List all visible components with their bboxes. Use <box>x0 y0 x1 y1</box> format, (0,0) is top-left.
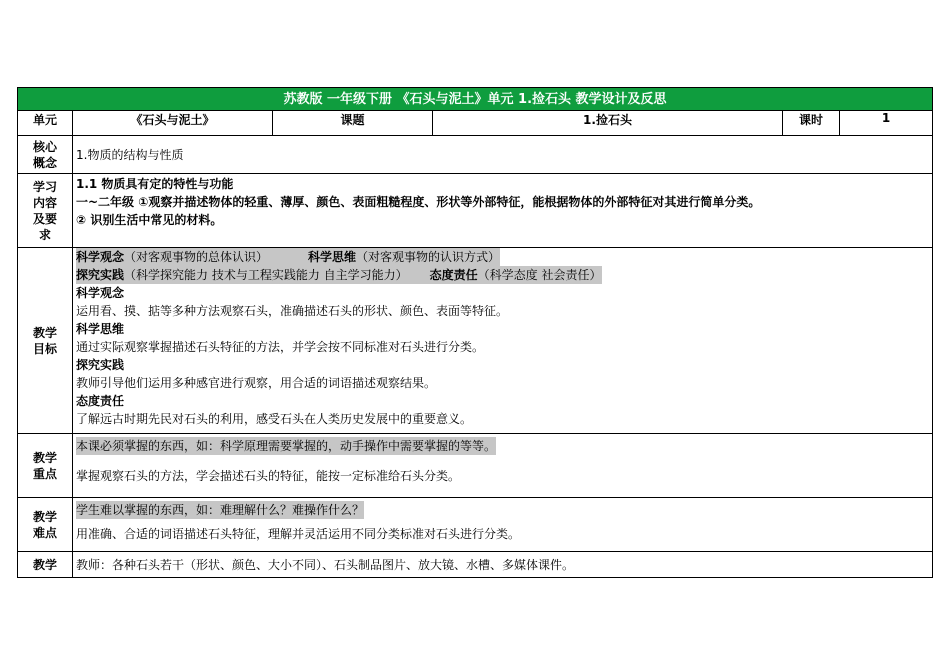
teaching-label: 教学 <box>18 552 73 578</box>
objective-attitude-text: 了解远古时期先民对石头的利用，感受石头在人类历史发展中的重要意义。 <box>76 412 473 426</box>
learning-content-row <box>18 174 933 248</box>
key-points-cell <box>73 434 933 498</box>
objectives-highlight-line2: 探究实践（科学探究能力 技术与工程实践能力 自主学习能力） 态度责任（科学态度 社会责任） <box>76 268 602 282</box>
difficulties-hint: 学生难以掌握的东西，如：难理解什么？难操作什么？ <box>76 503 365 517</box>
topic-label: 课题 <box>273 111 433 136</box>
key-points-row <box>18 434 933 498</box>
key-points-hint: 本课必须掌握的东西，如：科学原理需要掌握的，动手操作中需要掌握的等等。 <box>76 439 497 453</box>
unit-label: 单元 <box>18 111 73 136</box>
objective-science-thinking-title: 科学思维 <box>76 322 125 336</box>
objectives-cell <box>73 248 933 434</box>
core-concept-row <box>18 136 933 174</box>
lesson-plan-table <box>17 87 933 578</box>
learning-content-label: 学习 内容 及要 求 <box>18 174 73 248</box>
key-points-label: 教学 重点 <box>18 434 73 498</box>
objective-attitude-title: 态度责任 <box>76 394 125 408</box>
objective-science-concept-title: 科学观念 <box>76 286 125 300</box>
key-points-text: 掌握观察石头的方法，学会描述石头的特征，能按一定标准给石头分类。 <box>76 469 461 483</box>
difficulties-row <box>18 498 933 552</box>
objectives-highlight-line1: 科学观念（对客观事物的总体认识） 科学思维（对客观事物的认识方式） <box>76 250 501 264</box>
topic-value: 1.捡石头 <box>433 111 783 136</box>
difficulties-text: 用准确、合适的词语描述石头特征，理解并灵活运用不同分类标准对石头进行分类。 <box>76 527 521 541</box>
objectives-label: 教学 目标 <box>18 248 73 434</box>
core-concept-text: 1.物质的结构与性质 <box>73 136 933 174</box>
hours-value: 1 <box>840 111 933 136</box>
lesson-plan-page <box>17 87 932 578</box>
learning-content-cell <box>73 174 933 248</box>
teaching-text: 教师：各种石头若干（形状、颜色、大小不同）、石头制品图片、放大镜、水槽、多媒体课件。 <box>73 552 933 578</box>
document-title: 苏教版 一年级下册 《石头与泥土》单元 1.捡石头 教学设计及反思 <box>18 88 933 111</box>
learning-content-line1: 1.1 物质具有定的特性与功能 <box>76 177 234 191</box>
objective-science-concept-text: 运用看、摸、掂等多种方法观察石头，准确描述石头的形状、颜色、表面等特征。 <box>76 304 509 318</box>
objective-inquiry-practice-title: 探究实践 <box>76 358 125 372</box>
teaching-row <box>18 552 933 578</box>
difficulties-cell <box>73 498 933 552</box>
core-concept-label: 核心 概念 <box>18 136 73 174</box>
hours-label: 课时 <box>783 111 840 136</box>
header-row <box>18 111 933 136</box>
learning-content-line2: 一~二年级 ①观察并描述物体的轻重、薄厚、颜色、表面粗糙程度、形状等外部特征，能根据物体的外部特征对其进行简单分类。 <box>76 195 761 209</box>
unit-value: 《石头与泥土》 <box>73 111 273 136</box>
difficulties-label: 教学 难点 <box>18 498 73 552</box>
objective-science-thinking-text: 通过实际观察掌握描述石头特征的方法，并学会按不同标准对石头进行分类。 <box>76 340 485 354</box>
objectives-row <box>18 248 933 434</box>
title-row <box>18 88 933 111</box>
objective-inquiry-practice-text: 教师引导他们运用多种感官进行观察，用合适的词语描述观察结果。 <box>76 376 437 390</box>
learning-content-line3: ② 识别生活中常见的材料。 <box>76 213 223 227</box>
